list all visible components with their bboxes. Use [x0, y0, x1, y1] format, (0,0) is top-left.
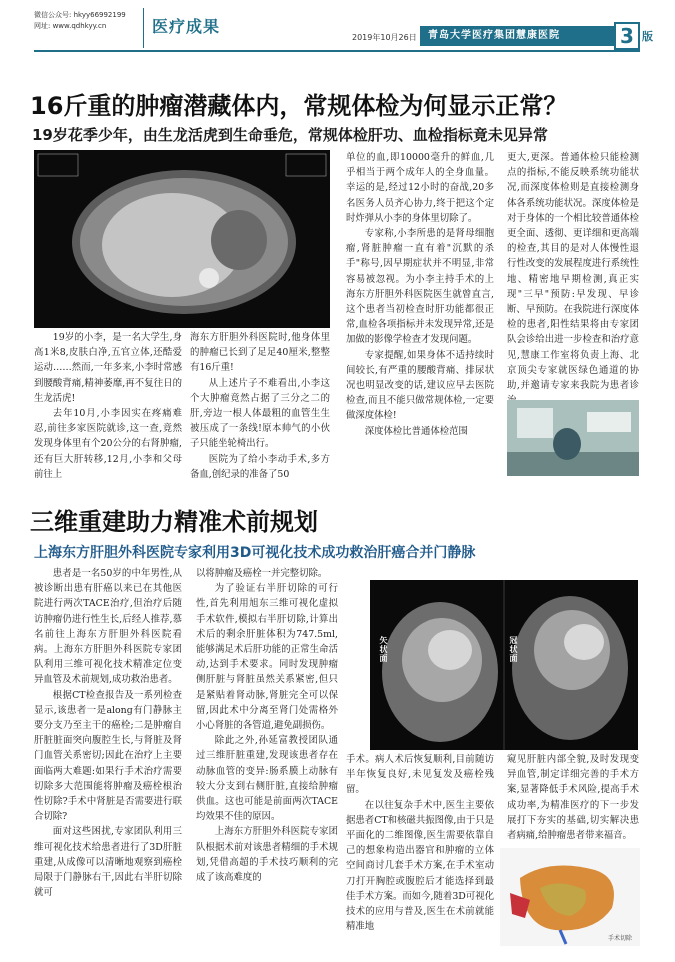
section-title: 医疗成果: [152, 17, 221, 36]
article1-subtitle: 19岁花季少年，由生龙活虎到生命垂危，常规体检肝功、血检指标竟未见异常: [32, 126, 548, 144]
paragraph: 以将肿瘤及癌栓一并完整切除。: [196, 568, 328, 579]
model-caption: 手术切除: [608, 935, 633, 942]
paragraph: 医院为了给小李动手术,多方备血,创纪录的准备了50: [190, 453, 330, 480]
liver-3d-model-image: [500, 848, 640, 946]
hospital-room-photo: [507, 400, 639, 476]
website: 网址: www.qdhkyy.cn: [34, 22, 107, 30]
page-header: [0, 0, 675, 62]
paragraph: 去年10月,小李因实在疼痛难忍,前往多家医院就诊,这一查,竟然发现身体里有个20公分的右肾肿瘤,还有巨大肝转移,12月,小李和父母前往上: [34, 408, 182, 480]
article2-title: 三维重建助力精准术前规划: [30, 508, 318, 536]
paragraph: 手术。病人术后恢复顺利,目前随访半年恢复良好,未见复发及癌栓残留。: [346, 754, 494, 796]
paragraph: 专家提醒,如果身体不适持续时间较长,有严重的腰酸背痛、排尿状况也明显改变的话,建议应早去医院检查,而且不能只做常规体检,一定要做深度体检!: [346, 349, 494, 422]
page-suffix: 版: [642, 30, 653, 43]
article2-column-2: [196, 566, 338, 885]
ct-scan-image: [34, 150, 330, 328]
paragraph: 根据CT检查报告及一系列检查显示,该患者一是along有门静脉主要分支乃至主干的癌栓;二是肿瘤自肝脏脏面突向腹腔生长,与肾脏及肾门血管关系密切;因此在治疗上主要面临两大难题:如果行手术治疗需要切除多大范围能将肿瘤及癌栓根治性切除?手术中肾脏是否需要进行联合切除?: [34, 689, 182, 823]
paragraph: 除此之外,孙延富教授团队通过三维肝脏重建,发现该患者存在动脉血管的变异:肠系膜上动脉有较大分支到右侧肝脏,直接给肿瘤供血。这也可能是前面两次TACE均效果不佳的原因。: [196, 735, 338, 823]
page-number: 3: [614, 22, 640, 50]
paragraph: 为了验证右半肝切除的可行性,首先利用旭东三维可视化虚拟手术软件,模拟右半肝切除,计算出术后的剩余肝脏体积为747.5ml,能够满足术后肝功能的正常生命活动,达到手术要求。同时发现肿瘤侧肝脏与肾脏虽然关系紧密,但只是紧贴着肾动脉,肾脏完全可以保留,因此术中分离至肾门处需格外小心肾脏的各管道,避免副损伤。: [196, 583, 338, 732]
article1-column-2: [190, 330, 330, 482]
header-rule: [34, 50, 640, 52]
paragraph: 从上述片子不难看出,小李这个大肿瘤竟然占据了三分之二的肝,旁边一根人体最粗的血管生生被压成了一条线!原本帅气的小伙子只能坐轮椅出行。: [190, 377, 330, 450]
header-divider: [143, 8, 144, 48]
paragraph: 在以往复杂手术中,医生主要依据患者CT和核磁共振图像,由于只是平面化的二维图像,医生需要依靠自己的想象构造出器官和肿瘤的立体空间商讨几套手术方案,在手术室动刀打开胸腔或腹腔后才能选择到最佳手术方案。而如今,随着3D可视化技术的应用与普及,医生在术前就能精准地: [346, 799, 494, 933]
article2-subtitle: 上海东方肝胆外科医院专家利用3D可视化技术成功救治肝癌合并门静脉: [34, 545, 476, 561]
paragraph: 更大,更深。普通体检只能检测点的指标,不能反映系统功能状况,而深度体检则是直接检测身体各系统功能状况。深度体检是对于身体的一个相比较普通体检更全面、透彻、更详细和更高端的检查,其目的是对人体慢性退行性改变的发展程度进行系统性地、精密地早期检测,真正实现"三早"预防:早发现、早诊断、早预防。在我院进行深度体检的患者,阳性结果将由专家团队会诊给出进一步检查和治疗意见,慧康工作室将负责上海、北京顶尖专家就医绿色通道的协助,并邀请专家来我院为患者诊: [507, 152, 639, 392]
paragraph: 深度体检比普通体检范围: [364, 425, 468, 437]
paragraph: 单位的血,即10000毫升的鲜血,几乎相当于两个成年人的全身血量。幸运的是,经过12小时的奋战,20多名医务人员齐心协力,终于把这个定时炸弹从小李的身体里切除了。: [346, 152, 494, 224]
article2-column-3: [346, 752, 494, 934]
issue-date: 2019年10月26日: [352, 33, 417, 42]
paragraph: 患者是一名50岁的中年男性,从被诊断出患有肝癌以来已在其他医院进行两次TACE治疗,但治疗后随访肿瘤仍进行性生长,后经人推荐,慕名前往上海东方肝胆外科医院看病。上海东方肝胆外科医院专家团队利用三维可视化技术精准定位变异血管及术前规划,成功救治患者。: [34, 568, 182, 686]
paragraph: 海东方肝胆外科医院时,他身体里的肿瘤已长到了足足40厘米,整整有16斤重!: [190, 332, 330, 374]
article1-title: 16斤重的肿瘤潜藏体内，常规体检为何显示正常？: [30, 92, 568, 120]
article2-column-1: [34, 566, 182, 900]
paragraph: 窥见肝脏内部全貌,及时发现变异血管,制定详细完善的手术方案,显著降低手术风险,提高手术成功率,为精准医疗的下一步发展打下夯实的基础,切实解决患者病痛,给肿瘤患者带来福音。: [507, 754, 639, 842]
article1-column-4: [507, 150, 639, 408]
article2-column-4: [507, 752, 639, 843]
hospital-banner: 青岛大学医疗集团慧康医院: [420, 26, 614, 46]
article1-column-1: [34, 330, 182, 482]
ct-3d-reconstruction-image: [370, 580, 638, 750]
article1-column-3: [346, 150, 494, 439]
paragraph: 上海东方肝胆外科医院专家团队根据术前对该患者精细的手术规划,凭借高超的手术技巧顺利的完成了该高难度的: [196, 826, 338, 884]
wechat-account: 微信公众号: hkyy66992199: [34, 11, 126, 19]
header-contact: [34, 10, 126, 32]
paragraph: 19岁的小李，是一名大学生,身高1米8,皮肤白净,五官立体,还酷爱运动……然而,一年多来,小李时常感到腰酸背痛,精神萎靡,再不复往日的生龙活虎!: [34, 332, 182, 404]
ct-label-sagittal: 矢状面: [379, 636, 388, 663]
paragraph: 专家称,小李所患的是肾母细胞瘤,肾脏肿瘤一直有着"沉默的杀手"称号,因早期症状并不明显,非常容易被忽视。为小李主持手术的上海东方肝胆外科医院医生就曾直言,这个患者当初检查时肝功能都很正常,血检各项指标并未发现异常,还是加做的影像学检查才发现问题。: [346, 228, 494, 346]
ct-label-coronal: 冠状面: [509, 636, 518, 663]
paragraph: 面对这些困扰,专家团队利用三维可视化技术给患者进行了3D肝脏重建,从成像可以清晰地观察到癌栓局限于门静脉右干,因此右半肝切除就可: [34, 826, 182, 899]
